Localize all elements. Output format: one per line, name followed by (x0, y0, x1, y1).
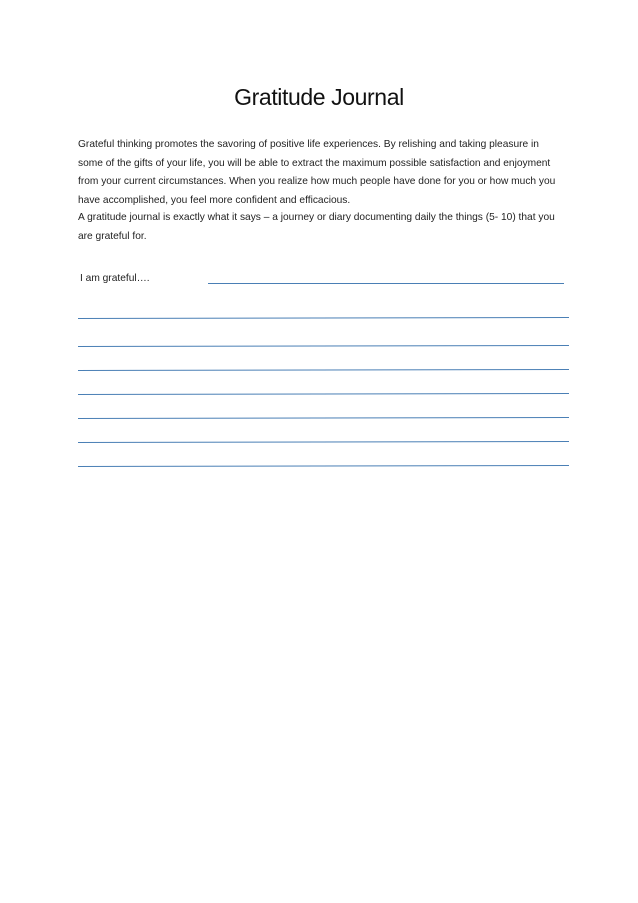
description-paragraph: A gratitude journal is exactly what it says – a journey or diary documenting daily the things (5- 10) that you are grateful for. (78, 212, 555, 242)
writing-line[interactable] (78, 465, 569, 467)
writing-line[interactable] (78, 441, 569, 443)
writing-line[interactable] (78, 417, 569, 419)
writing-line-first[interactable] (208, 283, 564, 284)
writing-line[interactable] (78, 345, 569, 347)
intro-paragraph: Grateful thinking promotes the savoring of positive life experiences. By relishing and taking pleasure in some of the gifts of your life, you will be able to extract the maximum possible satisfaction and enjoyment from your current circumstances. When you realize how much people have done for you or how much you have accomplished, you feel more confident and efficacious. (78, 139, 556, 206)
page-title: Gratitude Journal (234, 84, 404, 110)
writing-line[interactable] (78, 369, 569, 371)
grateful-prompt-label: I am grateful…. (80, 273, 150, 284)
writing-line[interactable] (78, 317, 569, 319)
writing-line[interactable] (78, 393, 569, 395)
